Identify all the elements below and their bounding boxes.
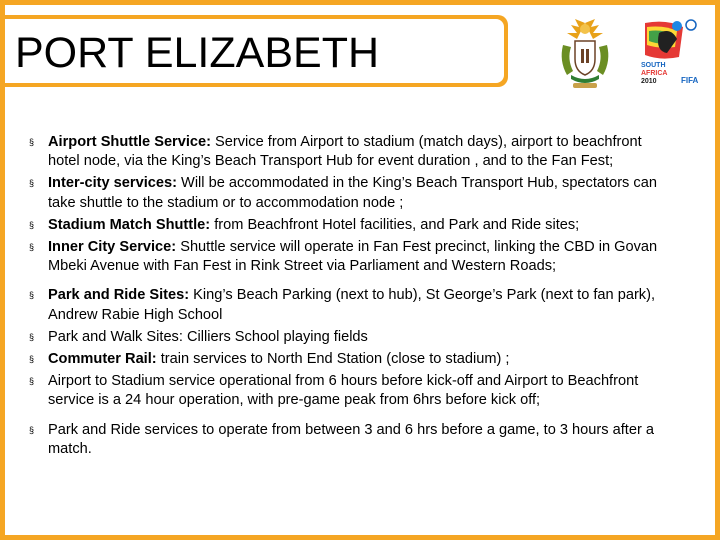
item-term: Airport Shuttle Service: xyxy=(48,134,211,150)
bullet-list xyxy=(29,133,669,462)
bullet-icon: § xyxy=(29,219,35,230)
list-item xyxy=(29,216,669,235)
list-item xyxy=(29,133,669,171)
item-text: Will be accommodated in the King’s Beach Transport Hub, spectators can take shuttle to the stadium or to accommodation node ; xyxy=(48,175,657,211)
logo-year-text: 2010 xyxy=(641,78,657,85)
item-text: train services to North End Station (close to stadium) ; xyxy=(156,351,510,368)
logo-fifa-text: FIFA xyxy=(681,76,699,85)
item-text: King’s Beach Parking (next to hub), St George’s Park (next to fan park), Andrew Rabie High School xyxy=(48,287,656,323)
list-item xyxy=(29,350,669,369)
item-text: Service from Airport to stadium (match days), airport to beachfront hotel node, via the King’s Beach Transport Hub for event duration , and to the Fan Fest; xyxy=(48,134,642,170)
item-text: Park and Walk Sites: Cilliers School playing fields xyxy=(48,328,368,345)
item-text: Airport to Stadium service operational from 6 hours before kick-off and Airport to Beachfront service is a 24 hour operation, with pre-game peak from 6hrs before kick off; xyxy=(48,373,639,409)
item-text: from Beachfront Hotel facilities, and Park and Ride sites; xyxy=(210,216,580,233)
title-bar xyxy=(5,15,508,87)
item-term: Inner City Service: xyxy=(48,239,177,256)
bullet-icon: § xyxy=(29,376,35,387)
world-cup-2010-logo xyxy=(637,17,705,93)
list-item xyxy=(29,286,669,324)
item-term: Inter-city services: xyxy=(48,175,177,192)
bullet-icon: § xyxy=(29,242,35,253)
title-panel xyxy=(5,19,504,83)
coat-of-arms-logo xyxy=(553,17,617,91)
list-item xyxy=(29,174,669,212)
item-text: Shuttle service will operate in Fan Fest precinct, linking the CBD in Govan Mbeki Avenue with Fan Fest in Rink Street via Parliament and Western Roads; xyxy=(48,239,658,275)
bullet-icon: § xyxy=(29,331,35,342)
bullet-icon: § xyxy=(29,354,35,365)
logo-africa-text: AFRICA xyxy=(641,70,668,77)
list-item xyxy=(29,328,669,347)
slide xyxy=(5,5,715,535)
list-item xyxy=(29,421,669,459)
bullet-icon: § xyxy=(29,424,35,435)
list-item xyxy=(29,372,669,410)
item-term: Commuter Rail: xyxy=(48,351,157,368)
item-text: Park and Ride services to operate from between 3 and 6 hrs before a game, to 3 hours after a match. xyxy=(48,421,654,457)
item-term: Park and Ride Sites: xyxy=(48,287,190,304)
bullet-icon: § xyxy=(29,178,35,189)
list-item xyxy=(29,238,669,276)
page-title: PORT ELIZABETH xyxy=(15,29,380,77)
item-term: Stadium Match Shuttle: xyxy=(48,216,211,233)
bullet-icon: § xyxy=(29,137,35,147)
logo-south-text: SOUTH xyxy=(641,62,666,69)
bullet-icon: § xyxy=(29,290,35,301)
